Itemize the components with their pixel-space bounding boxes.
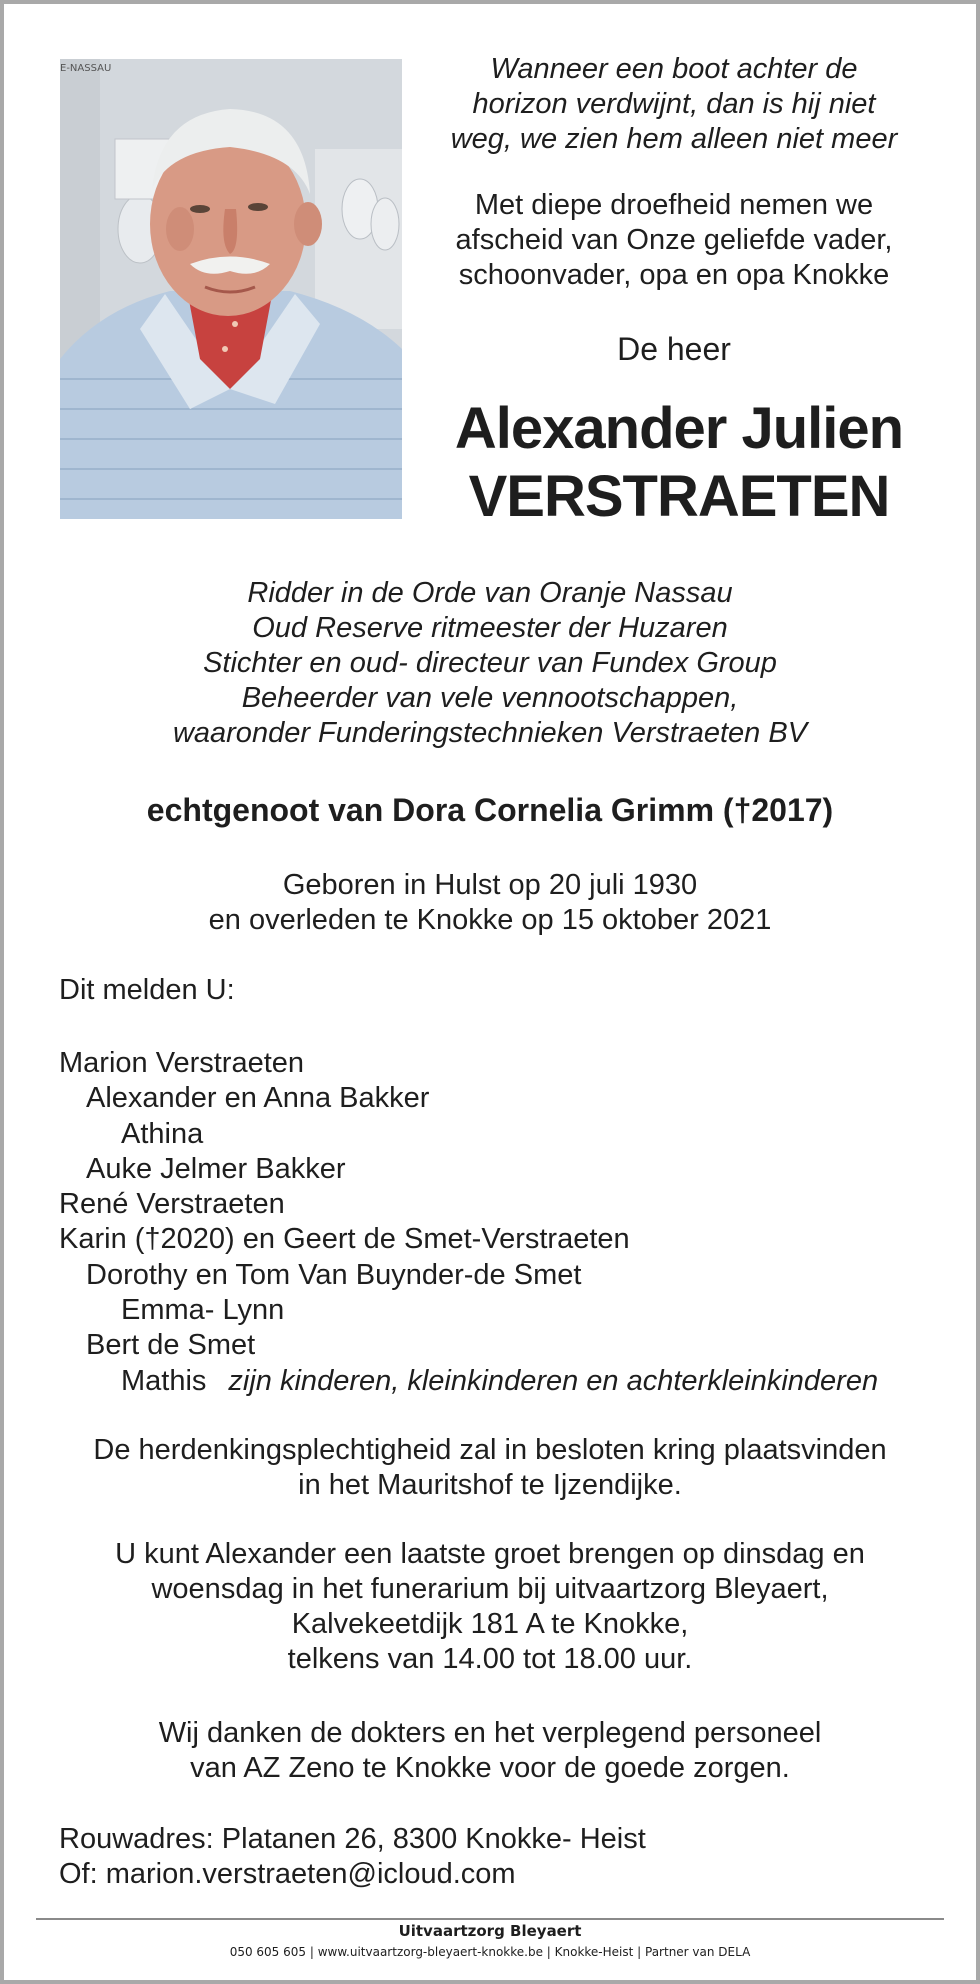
opening-quote (420, 52, 928, 157)
intro-line: Met diepe droefheid nemen we (474, 189, 874, 221)
email-line: Of: marion.verstraeten@icloud.com (59, 1858, 516, 1890)
visitation-info (40, 1537, 940, 1677)
death-line: en overleden te Knokke op 15 oktober 2021 (208, 904, 772, 936)
family-member: Alexander en Anna Bakker (86, 1082, 430, 1115)
deceased-name (420, 395, 938, 531)
family-list (59, 1046, 939, 1399)
family-member-last (59, 1364, 939, 1399)
title-line: Oud Reserve ritmeester der Huzaren (252, 612, 728, 644)
spouse-line: echtgenoot van Dora Cornelia Grimm (†2017) (146, 792, 834, 828)
title-line: Stichter en oud- directeur van Fundex Group (203, 647, 777, 679)
quote-line: horizon verdwijnt, dan is hij niet (472, 88, 876, 120)
honorary-titles (40, 576, 940, 751)
birth-line: Geboren in Hulst op 20 juli 1930 (282, 869, 698, 901)
family-member: René Verstraeten (59, 1188, 285, 1221)
mourning-address (59, 1822, 939, 1892)
funeral-home-contact: 050 605 605 | www.uitvaartzorg-bleyaert-knokke.be | Knokke-Heist | Partner van DELA (229, 1945, 751, 1959)
ceremony-line: in het Mauritshof te Ijzendijke. (298, 1469, 682, 1501)
quote-line: Wanneer een boot achter de (490, 53, 858, 85)
family-member: Emma- Lynn (121, 1294, 285, 1327)
footer-divider (36, 1918, 944, 1920)
first-names: Alexander Julien (454, 396, 904, 461)
visit-line: U kunt Alexander een laatste groet brengen op dinsdag en (115, 1538, 865, 1570)
visit-line: woensdag in het funerarium bij uitvaartzorg Bleyaert, (151, 1573, 829, 1605)
family-member: Athina (121, 1117, 204, 1150)
intro-line: schoonvader, opa en opa Knokke (458, 259, 890, 291)
family-member: Mathis (121, 1364, 207, 1397)
family-member: Karin (†2020) en Geert de Smet-Verstraeten (59, 1223, 630, 1256)
quote-line: weg, we zien hem alleen niet meer (450, 123, 898, 155)
funeral-home-name: Uitvaartzorg Bleyaert (398, 1922, 582, 1940)
family-relation: zijn kinderen, kleinkinderen en achterkleinkinderen (228, 1364, 879, 1397)
announcement-label: Dit melden U: (59, 974, 235, 1006)
address-line: Rouwadres: Platanen 26, 8300 Knokke- Heist (59, 1823, 646, 1855)
family-member: Bert de Smet (86, 1329, 256, 1362)
intro-line: afscheid van Onze geliefde vader, (455, 224, 893, 256)
intro-text (420, 188, 928, 293)
title-line: Ridder in de Orde van Oranje Nassau (247, 577, 733, 609)
family-member: Auke Jelmer Bakker (86, 1152, 346, 1185)
portrait-illustration (60, 59, 402, 519)
surname: VERSTRAETEN (468, 464, 890, 529)
thanks-line: Wij danken de dokters en het verplegend personeel (158, 1717, 822, 1749)
salutation: De heer (617, 331, 731, 367)
photo-background-sign: E-NASSAU (60, 63, 112, 74)
visit-line: Kalvekeetdijk 181 A te Knokke, (291, 1608, 689, 1640)
title-line: waaronder Funderingstechnieken Verstraeten BV (172, 717, 808, 749)
thanks-note (40, 1716, 940, 1786)
thanks-line: van AZ Zeno te Knokke voor de goede zorgen. (190, 1752, 790, 1784)
family-member: Marion Verstraeten (59, 1047, 305, 1079)
ceremony-info (40, 1433, 940, 1503)
visit-line: telkens van 14.00 tot 18.00 uur. (287, 1643, 693, 1675)
title-line: Beheerder van vele vennootschappen, (241, 682, 739, 714)
ceremony-line: De herdenkingsplechtigheid zal in besloten kring plaatsvinden (93, 1434, 887, 1466)
portrait-photo (60, 59, 402, 519)
life-dates (40, 868, 940, 938)
family-member: Dorothy en Tom Van Buynder-de Smet (86, 1258, 582, 1291)
